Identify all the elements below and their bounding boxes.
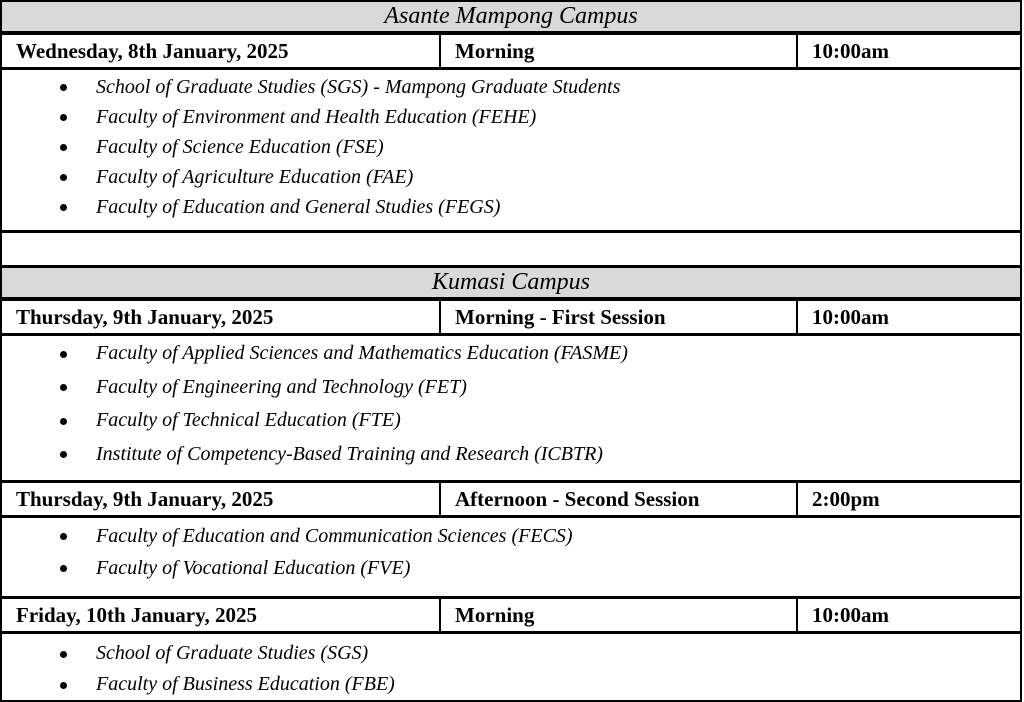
- faculty-name: School of Graduate Studies (SGS) - Mampong Graduate Students: [96, 75, 621, 98]
- bullet-icon: [60, 84, 67, 91]
- faculty-name: Faculty of Science Education (FSE): [96, 135, 384, 158]
- bullet-icon: [60, 651, 67, 658]
- session-time: 2:00pm: [796, 483, 1020, 515]
- faculty-name: Faculty of Engineering and Technology (FET): [96, 375, 467, 398]
- bullet-icon: [60, 204, 67, 211]
- bullet-icon: [60, 114, 67, 121]
- faculty-name: Institute of Competency-Based Training and Research (ICBTR): [96, 442, 603, 465]
- faculty-list-item: [2, 162, 1020, 192]
- session-time: 10:00am: [796, 301, 1020, 333]
- faculty-list-item: [2, 638, 1020, 669]
- faculty-list-item: [2, 438, 1020, 472]
- session-header-row: [0, 33, 1022, 69]
- faculty-list-item: [2, 192, 1020, 222]
- session-header-row: [0, 597, 1022, 633]
- faculty-name: School of Graduate Studies (SGS): [96, 642, 369, 664]
- bullet-icon: [60, 174, 67, 181]
- session-header-row: [0, 481, 1022, 517]
- bullet-icon: [60, 418, 67, 425]
- bullet-icon: [60, 565, 67, 572]
- session-period: Afternoon - Second Session: [439, 483, 796, 515]
- faculty-name: Faculty of Education and General Studies (FEGS): [96, 195, 501, 218]
- faculty-list: [0, 68, 1022, 232]
- bullet-icon: [60, 451, 67, 458]
- faculty-name: Faculty of Environment and Health Education (FEHE): [96, 105, 537, 128]
- faculty-list: [0, 632, 1022, 702]
- session-period: Morning: [439, 35, 796, 67]
- campus-header: Asante Mampong Campus: [0, 0, 1022, 33]
- faculty-name: Faculty of Applied Sciences and Mathematics Education (FASME): [96, 342, 628, 365]
- faculty-list-item: [2, 72, 1020, 102]
- faculty-list-item: [2, 520, 1020, 552]
- session-date: Friday, 10th January, 2025: [16, 602, 257, 627]
- session-date: Thursday, 9th January, 2025: [16, 304, 274, 329]
- bullet-icon: [60, 682, 67, 689]
- bullet-icon: [60, 351, 67, 358]
- faculty-name: Faculty of Agriculture Education (FAE): [96, 165, 414, 188]
- bullet-icon: [60, 384, 67, 391]
- faculty-list-item: [2, 102, 1020, 132]
- session-date: Wednesday, 8th January, 2025: [16, 38, 289, 63]
- faculty-list-item: [2, 132, 1020, 162]
- faculty-name: Faculty of Technical Education (FTE): [96, 409, 401, 432]
- faculty-list-item: [2, 337, 1020, 371]
- bullet-icon: [60, 144, 67, 151]
- session-time: 10:00am: [796, 35, 1020, 67]
- empty-spacer-row: [0, 231, 1022, 267]
- faculty-list-item: [2, 552, 1020, 584]
- session-period: Morning: [439, 599, 796, 631]
- faculty-name: Faculty of Education and Communication Sciences (FECS): [96, 524, 573, 547]
- faculty-name: Faculty of Vocational Education (FVE): [96, 556, 411, 579]
- faculty-list-item: [2, 669, 1020, 700]
- session-header-row: [0, 299, 1022, 335]
- campus-header: Kumasi Campus: [0, 266, 1022, 299]
- session-date: Thursday, 9th January, 2025: [16, 486, 274, 511]
- faculty-list-item: [2, 371, 1020, 405]
- session-period: Morning - First Session: [439, 301, 796, 333]
- session-time: 10:00am: [796, 599, 1020, 631]
- faculty-list: [0, 516, 1022, 598]
- bullet-icon: [60, 533, 67, 540]
- faculty-list-item: [2, 404, 1020, 438]
- faculty-list: [0, 334, 1022, 482]
- faculty-name: Faculty of Business Education (FBE): [96, 673, 395, 695]
